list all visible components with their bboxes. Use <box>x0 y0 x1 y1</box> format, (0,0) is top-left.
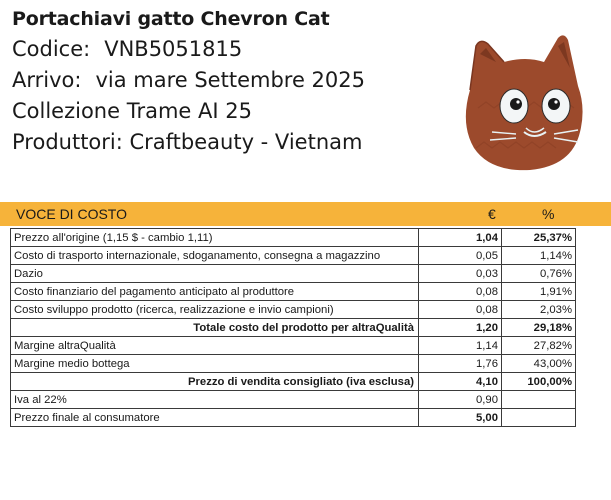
product-title: Portachiavi gatto Chevron Cat <box>12 8 330 30</box>
cell-label: Prezzo di vendita consigliato (iva esclusa) <box>11 373 419 391</box>
product-arrival <box>12 65 422 96</box>
cell-percent: 29,18% <box>502 319 576 337</box>
code-value: VNB5051815 <box>104 37 243 61</box>
cost-table <box>10 228 576 427</box>
table-row <box>11 319 576 337</box>
table-row <box>11 247 576 265</box>
cell-euro: 1,14 <box>419 337 502 355</box>
cell-percent: 100,00% <box>502 373 576 391</box>
product-producers: Produttori: Craftbeauty - Vietnam <box>12 130 363 154</box>
table-row <box>11 373 576 391</box>
code-label: Codice: <box>12 37 91 61</box>
cell-percent <box>502 409 576 427</box>
cell-percent: 25,37% <box>502 229 576 247</box>
table-row <box>11 391 576 409</box>
cell-label: Iva al 22% <box>11 391 419 409</box>
cell-label: Totale costo del prodotto per altraQualità <box>11 319 419 337</box>
table-row <box>11 265 576 283</box>
cell-euro: 4,10 <box>419 373 502 391</box>
table-row <box>11 301 576 319</box>
table-row <box>11 355 576 373</box>
cell-label: Costo finanziario del pagamento anticipato al produttore <box>11 283 419 301</box>
header-euro: € <box>488 206 496 222</box>
cell-percent: 1,14% <box>502 247 576 265</box>
cell-percent: 0,76% <box>502 265 576 283</box>
product-header <box>12 8 422 158</box>
cell-percent <box>502 391 576 409</box>
product-code <box>12 34 422 65</box>
table-row <box>11 337 576 355</box>
cell-euro: 5,00 <box>419 409 502 427</box>
cell-percent: 2,03% <box>502 301 576 319</box>
cell-label: Prezzo finale al consumatore <box>11 409 419 427</box>
cat-keychain-icon <box>430 28 590 178</box>
cell-label: Margine medio bottega <box>11 355 419 373</box>
cell-euro: 0,03 <box>419 265 502 283</box>
cell-euro: 1,20 <box>419 319 502 337</box>
cell-euro: 0,05 <box>419 247 502 265</box>
header-percent: % <box>542 206 555 222</box>
cell-euro: 0,90 <box>419 391 502 409</box>
header-item: VOCE DI COSTO <box>16 206 127 222</box>
cell-euro: 0,08 <box>419 301 502 319</box>
table-row <box>11 283 576 301</box>
table-row <box>11 229 576 247</box>
cell-label: Prezzo all'origine (1,15 $ - cambio 1,11) <box>11 229 419 247</box>
cell-label: Costo sviluppo prodotto (ricerca, realizzazione e invio campioni) <box>11 301 419 319</box>
cell-euro: 1,76 <box>419 355 502 373</box>
cell-percent: 27,82% <box>502 337 576 355</box>
cell-label: Dazio <box>11 265 419 283</box>
cell-euro: 1,04 <box>419 229 502 247</box>
cost-table-header <box>0 202 611 226</box>
cell-label: Costo di trasporto internazionale, sdoganamento, consegna a magazzino <box>11 247 419 265</box>
cell-percent: 43,00% <box>502 355 576 373</box>
arrival-label: Arrivo: <box>12 68 82 92</box>
product-collection: Collezione Trame AI 25 <box>12 99 252 123</box>
cell-label: Margine altraQualità <box>11 337 419 355</box>
cell-euro: 0,08 <box>419 283 502 301</box>
cell-percent: 1,91% <box>502 283 576 301</box>
arrival-value: via mare Settembre 2025 <box>95 68 365 92</box>
table-row <box>11 409 576 427</box>
